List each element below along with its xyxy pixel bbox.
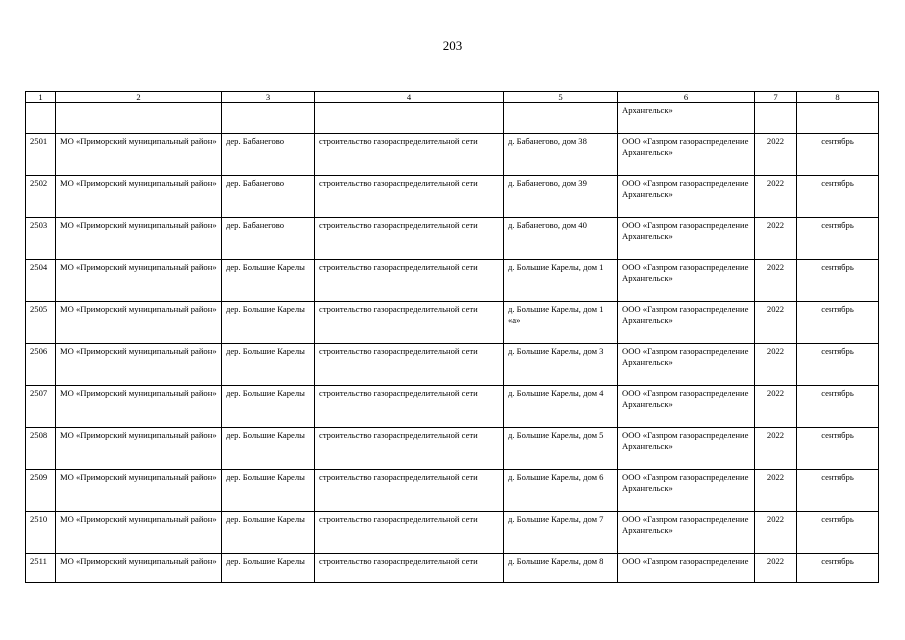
cell-number: 2507 (26, 386, 56, 428)
column-number: 4 (315, 92, 504, 103)
cell-year: 2022 (755, 470, 797, 512)
cell-municipality: МО «Приморский муниципальный район» (56, 260, 222, 302)
cell-number: 2504 (26, 260, 56, 302)
cell-settlement (222, 103, 315, 134)
cell-year: 2022 (755, 428, 797, 470)
cell-number: 2503 (26, 218, 56, 260)
cell-organization: ООО «Газпром газораспределение Архангельск» (618, 302, 755, 344)
cell-month (797, 103, 879, 134)
cell-organization: ООО «Газпром газораспределение Архангельск» (618, 470, 755, 512)
cell-settlement: дер. Большие Карелы (222, 302, 315, 344)
cell-settlement: дер. Большие Карелы (222, 428, 315, 470)
cell-settlement: дер. Бабанегово (222, 218, 315, 260)
cell-settlement: дер. Большие Карелы (222, 386, 315, 428)
table-row (26, 512, 879, 554)
cell-organization: ООО «Газпром газораспределение Архангельск» (618, 176, 755, 218)
cell-month: сентябрь (797, 344, 879, 386)
column-number: 3 (222, 92, 315, 103)
table-row (26, 176, 879, 218)
cell-organization: ООО «Газпром газораспределение Архангельск» (618, 260, 755, 302)
cell-address: д. Большие Карелы, дом 8 (504, 554, 618, 583)
cell-organization: ООО «Газпром газораспределение Архангельск» (618, 218, 755, 260)
cell-organization: ООО «Газпром газораспределение Архангельск» (618, 386, 755, 428)
cell-organization: ООО «Газпром газораспределение Архангельск» (618, 512, 755, 554)
cell-settlement: дер. Большие Карелы (222, 554, 315, 583)
cell-month: сентябрь (797, 218, 879, 260)
cell-work-type: строительство газораспределительной сети (315, 512, 504, 554)
column-number: 1 (26, 92, 56, 103)
column-number: 5 (504, 92, 618, 103)
cell-organization: ООО «Газпром газораспределение (618, 554, 755, 583)
cell-number: 2511 (26, 554, 56, 583)
table-row (26, 218, 879, 260)
cell-settlement: дер. Бабанегово (222, 176, 315, 218)
cell-year: 2022 (755, 512, 797, 554)
cell-month: сентябрь (797, 428, 879, 470)
cell-number: 2506 (26, 344, 56, 386)
cell-municipality (56, 103, 222, 134)
cell-organization: ООО «Газпром газораспределение Архангельск» (618, 344, 755, 386)
cell-municipality: МО «Приморский муниципальный район» (56, 344, 222, 386)
cell-number: 2509 (26, 470, 56, 512)
table-row (26, 302, 879, 344)
cell-number: 2510 (26, 512, 56, 554)
table-row (26, 554, 879, 583)
table-row (26, 470, 879, 512)
cell-work-type: строительство газораспределительной сети (315, 176, 504, 218)
cell-month: сентябрь (797, 386, 879, 428)
column-number: 6 (618, 92, 755, 103)
cell-organization: ООО «Газпром газораспределение Архангельск» (618, 428, 755, 470)
cell-address: д. Большие Карелы, дом 5 (504, 428, 618, 470)
cell-work-type: строительство газораспределительной сети (315, 386, 504, 428)
cell-municipality: МО «Приморский муниципальный район» (56, 512, 222, 554)
cell-address: д. Бабанегово, дом 39 (504, 176, 618, 218)
cell-number: 2508 (26, 428, 56, 470)
data-table (25, 91, 879, 583)
cell-number (26, 103, 56, 134)
cell-settlement: дер. Большие Карелы (222, 260, 315, 302)
cell-address: д. Большие Карелы, дом 1 (504, 260, 618, 302)
cell-year: 2022 (755, 344, 797, 386)
cell-municipality: МО «Приморский муниципальный район» (56, 554, 222, 583)
cell-settlement: дер. Большие Карелы (222, 344, 315, 386)
cell-address: д. Большие Карелы, дом 6 (504, 470, 618, 512)
cell-municipality: МО «Приморский муниципальный район» (56, 176, 222, 218)
cell-number: 2502 (26, 176, 56, 218)
cell-address: д. Бабанегово, дом 38 (504, 134, 618, 176)
table-row (26, 260, 879, 302)
cell-year (755, 103, 797, 134)
cell-address: д. Большие Карелы, дом 3 (504, 344, 618, 386)
column-number: 2 (56, 92, 222, 103)
cell-municipality: МО «Приморский муниципальный район» (56, 428, 222, 470)
cell-year: 2022 (755, 554, 797, 583)
cell-municipality: МО «Приморский муниципальный район» (56, 470, 222, 512)
cell-work-type: строительство газораспределительной сети (315, 260, 504, 302)
cell-work-type: строительство газораспределительной сети (315, 428, 504, 470)
cell-month: сентябрь (797, 470, 879, 512)
cell-year: 2022 (755, 386, 797, 428)
cell-organization: ООО «Газпром газораспределение Архангельск» (618, 134, 755, 176)
cell-year: 2022 (755, 176, 797, 218)
cell-year: 2022 (755, 260, 797, 302)
cell-settlement: дер. Большие Карелы (222, 512, 315, 554)
cell-work-type (315, 103, 504, 134)
cell-address: д. Большие Карелы, дом 4 (504, 386, 618, 428)
cell-municipality: МО «Приморский муниципальный район» (56, 302, 222, 344)
cell-address (504, 103, 618, 134)
column-number: 7 (755, 92, 797, 103)
cell-month: сентябрь (797, 512, 879, 554)
cell-organization: Архангельск» (618, 103, 755, 134)
cell-month: сентябрь (797, 302, 879, 344)
cell-year: 2022 (755, 302, 797, 344)
cell-month: сентябрь (797, 260, 879, 302)
page-number: 203 (442, 38, 463, 53)
cell-year: 2022 (755, 134, 797, 176)
cell-month: сентябрь (797, 554, 879, 583)
cell-municipality: МО «Приморский муниципальный район» (56, 134, 222, 176)
cell-address: д. Большие Карелы, дом 7 (504, 512, 618, 554)
table-row (26, 344, 879, 386)
column-number: 8 (797, 92, 879, 103)
cell-number: 2505 (26, 302, 56, 344)
cell-work-type: строительство газораспределительной сети (315, 302, 504, 344)
cell-address: д. Бабанегово, дом 40 (504, 218, 618, 260)
cell-work-type: строительство газораспределительной сети (315, 470, 504, 512)
table-row (26, 428, 879, 470)
table-row (26, 386, 879, 428)
cell-address: д. Большие Карелы, дом 1 «а» (504, 302, 618, 344)
cell-settlement: дер. Большие Карелы (222, 470, 315, 512)
column-number-row (26, 92, 879, 103)
cell-number: 2501 (26, 134, 56, 176)
cell-work-type: строительство газораспределительной сети (315, 218, 504, 260)
cell-municipality: МО «Приморский муниципальный район» (56, 218, 222, 260)
cell-year: 2022 (755, 218, 797, 260)
cell-work-type: строительство газораспределительной сети (315, 134, 504, 176)
cell-month: сентябрь (797, 134, 879, 176)
cell-municipality: МО «Приморский муниципальный район» (56, 386, 222, 428)
cell-settlement: дер. Бабанегово (222, 134, 315, 176)
cell-work-type: строительство газораспределительной сети (315, 344, 504, 386)
cell-month: сентябрь (797, 176, 879, 218)
cell-work-type: строительство газораспределительной сети (315, 554, 504, 583)
table-row (26, 134, 879, 176)
continuation-row (26, 103, 879, 134)
